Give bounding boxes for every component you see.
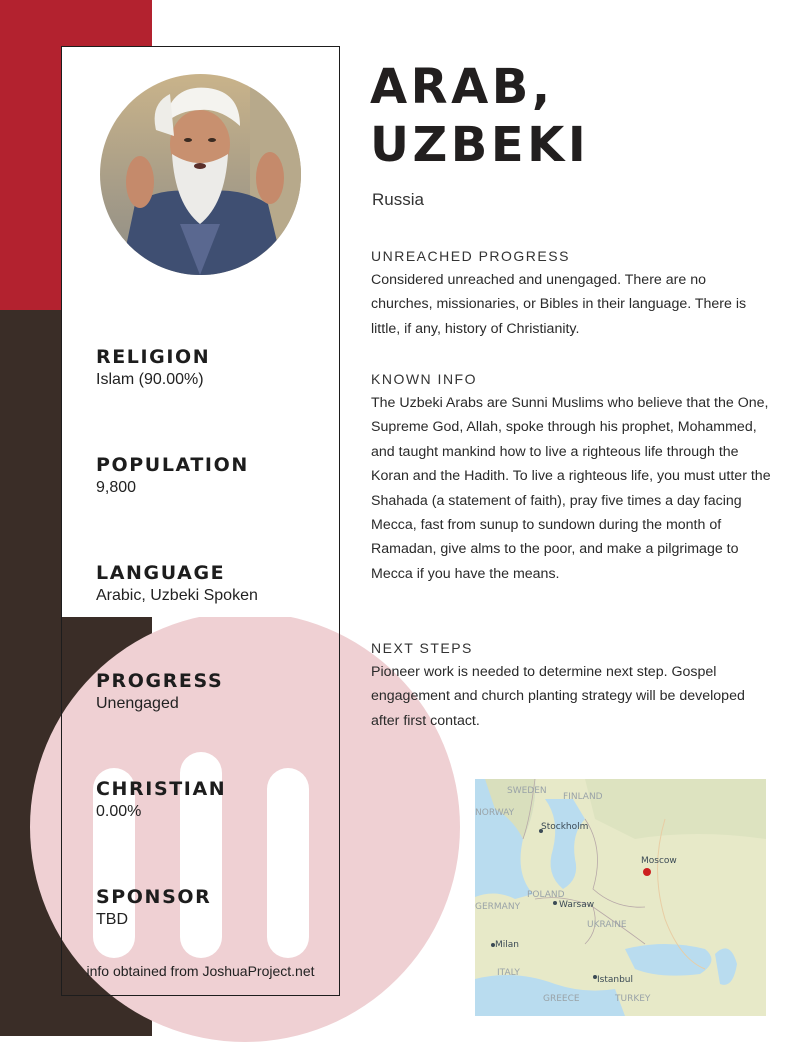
section-known-info: [371, 371, 771, 586]
map-label-turkey: TURKEY: [615, 994, 651, 1004]
fact-value: Arabic, Uzbeki Spoken: [96, 587, 258, 604]
fact-population: [96, 454, 249, 497]
fact-label: PROGRESS: [96, 670, 224, 692]
section-body: Considered unreached and unengaged. There are no churches, missionaries, or Bibles in their language. There is little, if any, history of Christianity.: [371, 272, 747, 337]
map-label-poland: POLAND: [527, 890, 565, 900]
source-note: info obtained from JoshuaProject.net: [86, 963, 315, 979]
location-marker-icon: [643, 868, 651, 876]
title-line: ARAB,: [370, 59, 554, 115]
map-label-stockholm: Stockholm: [541, 822, 589, 832]
portrait-illustration: [100, 74, 301, 275]
section-body: Pioneer work is needed to determine next step. Gospel engagement and church planting strategy will be developed after first contact.: [371, 664, 745, 729]
map-illustration: [475, 779, 766, 1016]
title-line: UZBEKI: [370, 117, 590, 173]
map-label-norway: NORWAY: [475, 808, 515, 818]
location-map: [475, 779, 766, 1016]
map-label-italy: ITALY: [497, 968, 520, 978]
fact-label: SPONSOR: [96, 886, 212, 908]
map-label-sweden: SWEDEN: [507, 786, 547, 796]
fact-label: CHRISTIAN: [96, 778, 227, 800]
map-label-moscow: Moscow: [641, 856, 677, 866]
map-label-finland: FINLAND: [563, 792, 603, 802]
fact-value: Islam (90.00%): [96, 371, 204, 388]
map-label-ukraine: UKRAINE: [587, 920, 627, 930]
section-heading: KNOWN INFO: [371, 371, 477, 387]
map-label-warsaw: Warsaw: [559, 900, 595, 910]
map-label-istanbul: Istanbul: [597, 975, 634, 985]
fact-sponsor: [96, 886, 211, 929]
page-title: [370, 58, 589, 174]
fact-progress: [96, 670, 223, 713]
fact-religion: [96, 346, 210, 389]
section-heading: UNREACHED PROGRESS: [371, 248, 570, 264]
fact-value: Unengaged: [96, 695, 179, 712]
section-unreached-progress: [371, 248, 771, 341]
fact-value: 9,800: [96, 479, 137, 496]
fact-label: POPULATION: [96, 454, 249, 476]
city-dot-icon: [553, 901, 557, 905]
fact-value: TBD: [96, 911, 128, 928]
country-label: Russia: [372, 190, 424, 209]
fact-language: [96, 562, 258, 605]
portrait-photo: [100, 74, 301, 275]
fact-value: 0.00%: [96, 803, 142, 820]
fact-label: RELIGION: [96, 346, 211, 368]
map-label-milan: Milan: [495, 940, 519, 950]
section-next-steps: [371, 640, 771, 733]
section-body: The Uzbeki Arabs are Sunni Muslims who believe that the One, Supreme God, Allah, spoke through his prophet, Mohammed, and taught mankind how to live a righteous life through the Koran and the Hadith. To live a righteous life, you must utter the Shahada (a statement of faith), pray five times a day facing Mecca, fast from sunup to sundown during the month of Ramadan, give alms to the poor, and make a pilgrimage to Mecca if you have the means.: [371, 395, 771, 582]
section-heading: NEXT STEPS: [371, 640, 473, 656]
fact-label: LANGUAGE: [96, 562, 226, 584]
map-label-greece: GREECE: [543, 994, 580, 1004]
fact-christian: [96, 778, 226, 821]
map-label-germany: GERMANY: [475, 902, 521, 912]
